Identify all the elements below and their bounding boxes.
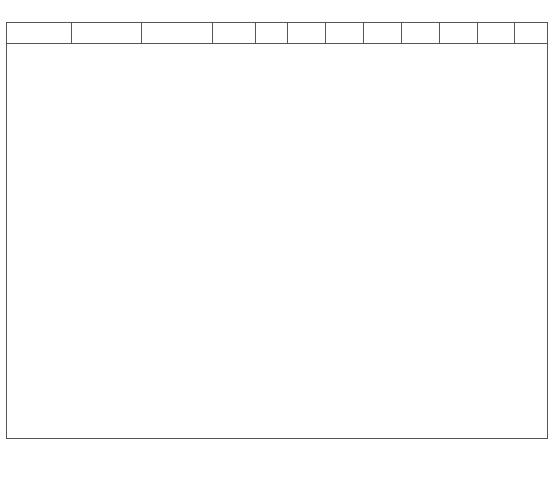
column-header — [288, 23, 326, 44]
sheet-corner-label — [6, 4, 548, 14]
column-header — [477, 23, 515, 44]
column-header — [71, 23, 141, 44]
column-header — [7, 23, 72, 44]
column-header — [326, 23, 364, 44]
column-header — [142, 23, 212, 44]
table-header-row — [7, 23, 548, 44]
column-header — [401, 23, 439, 44]
column-header — [255, 23, 287, 44]
column-header — [515, 23, 548, 44]
column-header — [439, 23, 477, 44]
table-body-area — [6, 44, 548, 439]
expenditure-table — [6, 22, 548, 44]
column-header — [212, 23, 255, 44]
column-header — [364, 23, 402, 44]
